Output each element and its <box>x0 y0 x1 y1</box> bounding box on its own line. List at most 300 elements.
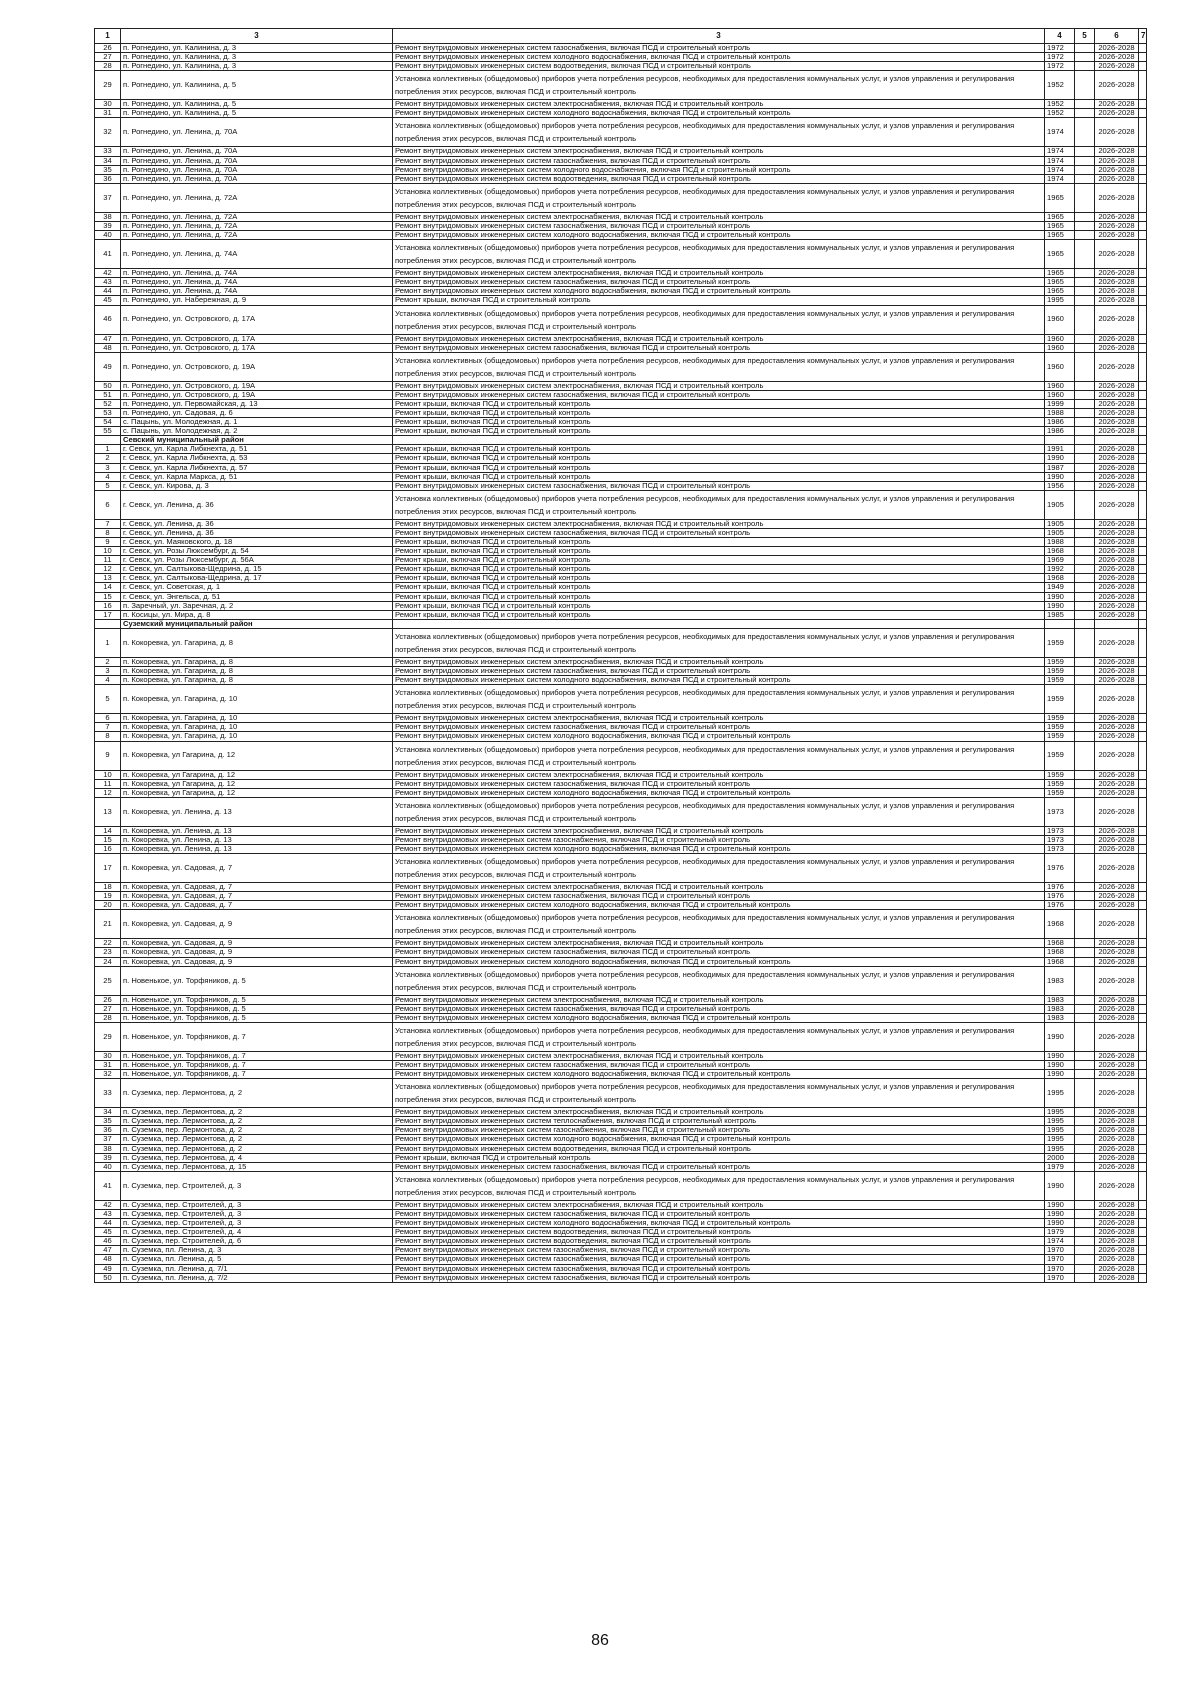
year-cell: 1995 <box>1045 1117 1075 1126</box>
year-cell: 1974 <box>1045 174 1075 183</box>
row-number: 26 <box>95 44 121 53</box>
empty-cell <box>1075 723 1095 732</box>
empty-cell <box>1139 44 1147 53</box>
empty-cell <box>1075 1273 1095 1282</box>
empty-cell <box>1139 910 1147 939</box>
address-cell: п. Суземка, пер. Строителей, д. 3 <box>121 1200 393 1209</box>
empty-cell <box>1139 770 1147 779</box>
period-cell: 2026-2028 <box>1095 156 1139 165</box>
address-cell: п. Рогнедино, ул. Ленина, д. 70А <box>121 147 393 156</box>
period-cell: 2026-2028 <box>1095 1117 1139 1126</box>
period-cell: 2026-2028 <box>1095 240 1139 269</box>
empty-cell <box>1075 147 1095 156</box>
row-number: 52 <box>95 399 121 408</box>
table-row <box>95 844 1147 853</box>
empty-cell <box>1075 854 1095 883</box>
row-number: 26 <box>95 995 121 1004</box>
row-number: 6 <box>95 490 121 519</box>
empty-cell <box>1075 592 1095 601</box>
work-type-cell: Ремонт крыши, включая ПСД и строительный контроль <box>393 472 1045 481</box>
empty-cell <box>1075 574 1095 583</box>
empty-cell <box>1075 221 1095 230</box>
work-type-cell: Ремонт внутридомовых инженерных систем газоснабжения, включая ПСД и строительный контроль <box>393 1061 1045 1070</box>
table-row <box>95 399 1147 408</box>
empty-cell <box>1139 556 1147 565</box>
row-number: 29 <box>95 1022 121 1051</box>
empty-cell <box>1075 418 1095 427</box>
year-cell: 1965 <box>1045 221 1075 230</box>
period-cell: 2026-2028 <box>1095 1255 1139 1264</box>
period-cell: 2026-2028 <box>1095 939 1139 948</box>
table-row <box>95 610 1147 619</box>
page-number: 86 <box>591 1632 609 1649</box>
work-type-cell: Ремонт внутридомовых инженерных систем газоснабжения, включая ПСД и строительный контроль <box>393 835 1045 844</box>
empty-cell <box>1075 1144 1095 1153</box>
empty-cell <box>1139 1255 1147 1264</box>
work-type-cell: Ремонт внутридомовых инженерных систем газоснабжения, включая ПСД и строительный контроль <box>393 1255 1045 1264</box>
row-number: 32 <box>95 1070 121 1079</box>
work-type-cell: Ремонт внутридомовых инженерных систем электроснабжения, включая ПСД и строительный контроль <box>393 519 1045 528</box>
empty-cell <box>1139 305 1147 334</box>
empty-cell <box>1139 71 1147 100</box>
table-row <box>95 427 1147 436</box>
period-cell: 2026-2028 <box>1095 1228 1139 1237</box>
empty-cell <box>1139 1061 1147 1070</box>
row-number: 30 <box>95 1051 121 1060</box>
address-cell: п. Рогнедино, ул. Островского, д. 19А <box>121 390 393 399</box>
empty-cell <box>1139 1228 1147 1237</box>
empty-cell <box>1075 1153 1095 1162</box>
table-row <box>95 1126 1147 1135</box>
empty-cell <box>1139 463 1147 472</box>
table-row <box>95 826 1147 835</box>
table-row <box>95 574 1147 583</box>
work-type-cell: Ремонт внутридомовых инженерных систем холодного водоснабжения, включая ПСД и строительный контроль <box>393 287 1045 296</box>
period-cell: 2026-2028 <box>1095 1246 1139 1255</box>
table-row <box>95 454 1147 463</box>
empty-cell <box>1139 269 1147 278</box>
empty-cell <box>1075 826 1095 835</box>
row-number: 51 <box>95 390 121 399</box>
table-row <box>95 601 1147 610</box>
empty-cell <box>1075 835 1095 844</box>
address-cell: с. Пацынь, ул. Молодежная, д. 1 <box>121 418 393 427</box>
empty-cell <box>1139 583 1147 592</box>
table-row <box>95 472 1147 481</box>
empty-cell <box>1139 62 1147 71</box>
work-type-cell: Ремонт внутридомовых инженерных систем газоснабжения, включая ПСД и строительный контроль <box>393 481 1045 490</box>
work-type-cell: Ремонт крыши, включая ПСД и строительный контроль <box>393 296 1045 305</box>
address-cell: п. Рогнедино, ул. Садовая, д. 6 <box>121 408 393 417</box>
empty-cell <box>1139 399 1147 408</box>
year-cell: 1970 <box>1045 1273 1075 1282</box>
work-type-cell: Установка коллективных (общедомовых) приборов учета потребления ресурсов, необходимых для предоставления коммунальных услуг, и узлов управления и регулирования потребления этих ресурсов, включая ПСД и строительный контроль <box>393 240 1045 269</box>
year-cell: 1992 <box>1045 565 1075 574</box>
table-row <box>95 741 1147 770</box>
header-row <box>95 29 1147 44</box>
empty-cell <box>1075 556 1095 565</box>
empty-cell <box>1139 352 1147 381</box>
empty-cell <box>1139 1162 1147 1171</box>
address-cell: п. Рогнедино, ул. Калинина, д. 5 <box>121 71 393 100</box>
row-number: 3 <box>95 667 121 676</box>
period-cell: 2026-2028 <box>1095 741 1139 770</box>
work-type-cell: Установка коллективных (общедомовых) приборов учета потребления ресурсов, необходимых для предоставления коммунальных услуг, и узлов управления и регулирования потребления этих ресурсов, включая ПСД и строительный контроль <box>393 685 1045 714</box>
row-number: 49 <box>95 352 121 381</box>
empty-cell <box>1139 390 1147 399</box>
table-row <box>95 770 1147 779</box>
year-cell: 1968 <box>1045 939 1075 948</box>
period-cell: 2026-2028 <box>1095 957 1139 966</box>
period-cell: 2026-2028 <box>1095 62 1139 71</box>
empty-cell <box>1075 296 1095 305</box>
table-row <box>95 1079 1147 1108</box>
address-cell: п. Суземка, пер. Лермонтова, д. 15 <box>121 1162 393 1171</box>
work-type-cell: Ремонт внутридомовых инженерных систем электроснабжения, включая ПСД и строительный контроль <box>393 939 1045 948</box>
empty-cell <box>1075 472 1095 481</box>
empty-cell <box>1139 490 1147 519</box>
empty-cell <box>1139 445 1147 454</box>
empty-cell <box>1139 628 1147 657</box>
address-cell: п. Суземка, пл. Ленина, д. 3 <box>121 1246 393 1255</box>
period-cell: 2026-2028 <box>1095 732 1139 741</box>
row-number: 8 <box>95 732 121 741</box>
year-cell: 1960 <box>1045 305 1075 334</box>
year-cell: 1990 <box>1045 1070 1075 1079</box>
year-cell: 1965 <box>1045 231 1075 240</box>
period-cell: 2026-2028 <box>1095 723 1139 732</box>
row-number: 11 <box>95 556 121 565</box>
table-row <box>95 1171 1147 1200</box>
year-cell: 1983 <box>1045 966 1075 995</box>
work-type-cell: Ремонт внутридомовых инженерных систем электроснабжения, включая ПСД и строительный контроль <box>393 1051 1045 1060</box>
table-row <box>95 676 1147 685</box>
header-cell: 5 <box>1075 29 1095 44</box>
empty-cell <box>1075 1162 1095 1171</box>
address-cell: п. Суземка, пер. Лермонтова, д. 2 <box>121 1144 393 1153</box>
address-cell: п. Рогнедино, ул. Первомайская, д. 13 <box>121 399 393 408</box>
empty-cell <box>1075 685 1095 714</box>
year-cell: 1968 <box>1045 957 1075 966</box>
empty-cell <box>1139 892 1147 901</box>
row-number: 45 <box>95 296 121 305</box>
year-cell: 1990 <box>1045 1219 1075 1228</box>
period-cell: 2026-2028 <box>1095 714 1139 723</box>
year-cell: 1952 <box>1045 71 1075 100</box>
year-cell: 1990 <box>1045 472 1075 481</box>
row-number: 54 <box>95 418 121 427</box>
work-type-cell: Ремонт внутридомовых инженерных систем газоснабжения, включая ПСД и строительный контроль <box>393 948 1045 957</box>
empty-cell <box>1139 221 1147 230</box>
address-cell: п. Новенькое, ул. Торфяников, д. 7 <box>121 1061 393 1070</box>
year-cell: 1959 <box>1045 741 1075 770</box>
period-cell: 2026-2028 <box>1095 1237 1139 1246</box>
empty-cell <box>1139 100 1147 109</box>
table-row <box>95 165 1147 174</box>
address-cell: п. Рогнедино, ул. Ленина, д. 74А <box>121 269 393 278</box>
empty-cell <box>1139 231 1147 240</box>
year-cell: 1973 <box>1045 826 1075 835</box>
work-type-cell: Ремонт внутридомовых инженерных систем электроснабжения, включая ПСД и строительный контроль <box>393 995 1045 1004</box>
row-number: 35 <box>95 1117 121 1126</box>
empty-cell <box>1075 436 1095 445</box>
year-cell: 1905 <box>1045 519 1075 528</box>
empty-cell <box>1075 901 1095 910</box>
period-cell: 2026-2028 <box>1095 231 1139 240</box>
address-cell: г. Севск, ул. Ленина, д. 36 <box>121 519 393 528</box>
work-type-cell: Ремонт внутридомовых инженерных систем холодного водоснабжения, включая ПСД и строительный контроль <box>393 165 1045 174</box>
table-row <box>95 565 1147 574</box>
period-cell: 2026-2028 <box>1095 221 1139 230</box>
empty-cell <box>1139 165 1147 174</box>
empty-cell <box>1139 574 1147 583</box>
address-cell: п. Рогнедино, ул. Ленина, д. 70А <box>121 118 393 147</box>
empty-cell <box>1075 408 1095 417</box>
address-cell: п. Рогнедино, ул. Ленина, д. 72А <box>121 221 393 230</box>
year-cell: 1968 <box>1045 910 1075 939</box>
work-type-cell: Ремонт внутридомовых инженерных систем газоснабжения, включая ПСД и строительный контроль <box>393 1264 1045 1273</box>
year-cell: 1959 <box>1045 657 1075 666</box>
work-type-cell: Установка коллективных (общедомовых) приборов учета потребления ресурсов, необходимых для предоставления коммунальных услуг, и узлов управления и регулирования потребления этих ресурсов, включая ПСД и строительный контроль <box>393 910 1045 939</box>
empty-cell <box>1139 1051 1147 1060</box>
empty-cell <box>1139 957 1147 966</box>
empty-cell <box>1075 619 1095 628</box>
year-cell: 1990 <box>1045 454 1075 463</box>
row-number: 21 <box>95 910 121 939</box>
table-row <box>95 583 1147 592</box>
table-row <box>95 481 1147 490</box>
year-cell: 1995 <box>1045 296 1075 305</box>
period-cell: 2026-2028 <box>1095 1022 1139 1051</box>
work-type-cell: Ремонт внутридомовых инженерных систем водоотведения, включая ПСД и строительный контроль <box>393 1237 1045 1246</box>
empty-cell <box>1139 343 1147 352</box>
work-type-cell: Ремонт крыши, включая ПСД и строительный контроль <box>393 463 1045 472</box>
address-cell: г. Севск, ул. Розы Люксембург, д. 54 <box>121 547 393 556</box>
period-cell: 2026-2028 <box>1095 1209 1139 1218</box>
empty-cell <box>1075 240 1095 269</box>
period-cell: 2026-2028 <box>1095 183 1139 212</box>
empty-cell <box>1075 1126 1095 1135</box>
row-number: 48 <box>95 1255 121 1264</box>
year-cell: 1983 <box>1045 1004 1075 1013</box>
table-row <box>95 463 1147 472</box>
address-cell: п. Кокоревка, ул. Гагарина, д. 8 <box>121 628 393 657</box>
period-cell: 2026-2028 <box>1095 1108 1139 1117</box>
address-cell: п. Рогнедино, ул. Ленина, д. 74А <box>121 278 393 287</box>
address-cell: п. Кокоревка, ул. Ленина, д. 13 <box>121 826 393 835</box>
empty-cell <box>393 619 1045 628</box>
table-row <box>95 1264 1147 1273</box>
empty-cell <box>1075 1108 1095 1117</box>
row-number: 1 <box>95 445 121 454</box>
header-cell: 1 <box>95 29 121 44</box>
work-type-cell: Ремонт крыши, включая ПСД и строительный контроль <box>393 408 1045 417</box>
period-cell: 2026-2028 <box>1095 910 1139 939</box>
table-row <box>95 221 1147 230</box>
empty-cell <box>1075 100 1095 109</box>
period-cell: 2026-2028 <box>1095 1200 1139 1209</box>
period-cell: 2026-2028 <box>1095 269 1139 278</box>
period-cell: 2026-2028 <box>1095 1013 1139 1022</box>
year-cell: 1990 <box>1045 1061 1075 1070</box>
address-cell: п. Кокоревка, ул. Садовая, д. 9 <box>121 939 393 948</box>
row-number: 9 <box>95 538 121 547</box>
work-type-cell: Ремонт внутридомовых инженерных систем водоотведения, включая ПСД и строительный контроль <box>393 62 1045 71</box>
table-row <box>95 995 1147 1004</box>
empty-cell <box>1075 1237 1095 1246</box>
table-row <box>95 343 1147 352</box>
empty-cell <box>1075 667 1095 676</box>
empty-cell <box>1139 1070 1147 1079</box>
year-cell: 1960 <box>1045 343 1075 352</box>
table-row <box>95 732 1147 741</box>
row-number: 37 <box>95 1135 121 1144</box>
empty-cell <box>1139 685 1147 714</box>
row-number: 46 <box>95 305 121 334</box>
row-number: 37 <box>95 183 121 212</box>
table-row <box>95 147 1147 156</box>
row-number: 16 <box>95 844 121 853</box>
table-row <box>95 966 1147 995</box>
empty-cell <box>1075 174 1095 183</box>
year-cell: 1965 <box>1045 278 1075 287</box>
header-cell: 7 <box>1139 29 1147 44</box>
address-cell: п. Рогнедино, ул. Ленина, д. 74А <box>121 287 393 296</box>
row-number: 44 <box>95 1219 121 1228</box>
empty-cell <box>1075 1255 1095 1264</box>
address-cell: г. Севск, ул. Кирова, д. 3 <box>121 481 393 490</box>
empty-cell <box>1139 1171 1147 1200</box>
empty-cell <box>1075 1051 1095 1060</box>
address-cell: п. Суземка, пл. Ленина, д. 5 <box>121 1255 393 1264</box>
empty-cell <box>1075 427 1095 436</box>
empty-cell <box>1139 1200 1147 1209</box>
empty-cell <box>1139 854 1147 883</box>
table-row <box>95 408 1147 417</box>
empty-cell <box>1139 278 1147 287</box>
empty-cell <box>1075 53 1095 62</box>
row-number: 2 <box>95 657 121 666</box>
year-cell: 1986 <box>1045 418 1075 427</box>
table-row <box>95 1219 1147 1228</box>
table-row <box>95 296 1147 305</box>
address-cell: п. Рогнедино, ул. Ленина, д. 74А <box>121 240 393 269</box>
period-cell: 2026-2028 <box>1095 601 1139 610</box>
table-row <box>95 910 1147 939</box>
table-row <box>95 788 1147 797</box>
year-cell: 1972 <box>1045 53 1075 62</box>
empty-cell <box>1139 1273 1147 1282</box>
empty-cell <box>1075 490 1095 519</box>
empty-cell <box>1075 390 1095 399</box>
address-cell: п. Суземка, пер. Лермонтова, д. 2 <box>121 1079 393 1108</box>
address-cell: п. Рогнедино, ул. Набережная, д. 9 <box>121 296 393 305</box>
empty-cell <box>1139 826 1147 835</box>
empty-cell <box>1139 797 1147 826</box>
address-cell: п. Рогнедино, ул. Островского, д. 17А <box>121 305 393 334</box>
work-type-cell: Ремонт крыши, включая ПСД и строительный контроль <box>393 418 1045 427</box>
work-type-cell: Ремонт внутридомовых инженерных систем электроснабжения, включая ПСД и строительный контроль <box>393 1200 1045 1209</box>
empty-cell <box>1075 1013 1095 1022</box>
table-row <box>95 334 1147 343</box>
year-cell: 1973 <box>1045 797 1075 826</box>
empty-cell <box>1139 118 1147 147</box>
row-number: 31 <box>95 109 121 118</box>
address-cell: п. Суземка, пер. Лермонтова, д. 2 <box>121 1135 393 1144</box>
work-type-cell: Ремонт внутридомовых инженерных систем холодного водоснабжения, включая ПСД и строительный контроль <box>393 1070 1045 1079</box>
empty-cell <box>1075 601 1095 610</box>
work-type-cell: Установка коллективных (общедомовых) приборов учета потребления ресурсов, необходимых для предоставления коммунальных услуг, и узлов управления и регулирования потребления этих ресурсов, включая ПСД и строительный контроль <box>393 1171 1045 1200</box>
work-type-cell: Ремонт внутридомовых инженерных систем холодного водоснабжения, включая ПСД и строительный контроль <box>393 53 1045 62</box>
empty-cell <box>1139 240 1147 269</box>
period-cell: 2026-2028 <box>1095 826 1139 835</box>
year-cell: 1959 <box>1045 779 1075 788</box>
row-number: 22 <box>95 939 121 948</box>
work-type-cell: Ремонт внутридомовых инженерных систем водоотведения, включая ПСД и строительный контроль <box>393 1144 1045 1153</box>
period-cell: 2026-2028 <box>1095 296 1139 305</box>
table-row <box>95 528 1147 537</box>
year-cell: 1905 <box>1045 490 1075 519</box>
empty-cell <box>1075 44 1095 53</box>
empty-cell <box>1139 1126 1147 1135</box>
register-sheet <box>94 28 1146 1283</box>
period-cell: 2026-2028 <box>1095 445 1139 454</box>
section-title: Севский муниципальный район <box>121 436 393 445</box>
empty-cell <box>1075 1004 1095 1013</box>
empty-cell <box>1139 547 1147 556</box>
period-cell: 2026-2028 <box>1095 463 1139 472</box>
empty-cell <box>1139 408 1147 417</box>
empty-cell <box>1075 628 1095 657</box>
empty-cell <box>1139 592 1147 601</box>
work-type-cell: Установка коллективных (общедомовых) приборов учета потребления ресурсов, необходимых для предоставления коммунальных услуг, и узлов управления и регулирования потребления этих ресурсов, включая ПСД и строительный контроль <box>393 305 1045 334</box>
work-type-cell: Ремонт внутридомовых инженерных систем газоснабжения, включая ПСД и строительный контроль <box>393 343 1045 352</box>
year-cell: 1968 <box>1045 948 1075 957</box>
address-cell: г. Севск, ул. Советская, д. 1 <box>121 583 393 592</box>
address-cell: п. Суземка, пер. Лермонтова, д. 2 <box>121 1117 393 1126</box>
table-row <box>95 231 1147 240</box>
address-cell: п. Кокоревка, ул. Садовая, д. 7 <box>121 901 393 910</box>
row-number: 36 <box>95 174 121 183</box>
row-number: 33 <box>95 147 121 156</box>
empty-cell <box>1139 667 1147 676</box>
work-type-cell: Ремонт внутридомовых инженерных систем газоснабжения, включая ПСД и строительный контроль <box>393 1246 1045 1255</box>
empty-cell <box>1075 269 1095 278</box>
empty-cell <box>1075 788 1095 797</box>
work-type-cell: Ремонт крыши, включая ПСД и строительный контроль <box>393 601 1045 610</box>
year-cell: 1965 <box>1045 287 1075 296</box>
empty-cell <box>1139 1209 1147 1218</box>
empty-cell <box>1095 619 1139 628</box>
row-number: 1 <box>95 628 121 657</box>
table-row <box>95 835 1147 844</box>
period-cell: 2026-2028 <box>1095 427 1139 436</box>
period-cell: 2026-2028 <box>1095 519 1139 528</box>
empty-cell <box>1139 657 1147 666</box>
row-number: 42 <box>95 1200 121 1209</box>
empty-cell <box>1139 601 1147 610</box>
table-row <box>95 381 1147 390</box>
empty-cell <box>1075 1022 1095 1051</box>
empty-cell <box>1045 619 1075 628</box>
row-number: 15 <box>95 835 121 844</box>
table-row <box>95 547 1147 556</box>
table-row <box>95 1255 1147 1264</box>
year-cell: 1976 <box>1045 901 1075 910</box>
period-cell: 2026-2028 <box>1095 948 1139 957</box>
period-cell: 2026-2028 <box>1095 390 1139 399</box>
period-cell: 2026-2028 <box>1095 556 1139 565</box>
